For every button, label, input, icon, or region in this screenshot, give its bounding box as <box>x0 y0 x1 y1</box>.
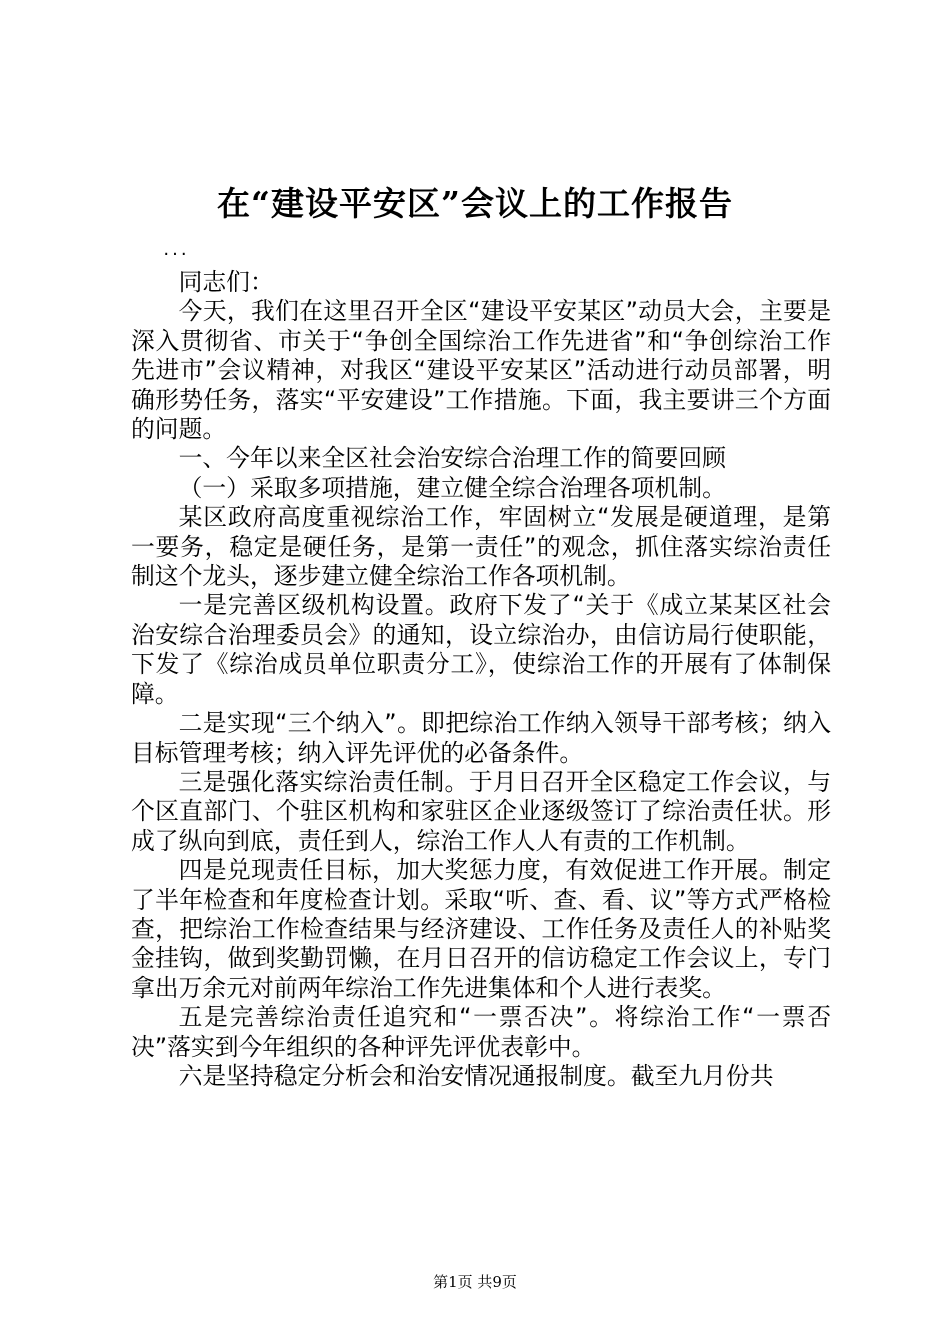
paragraph: 二是实现“三个纳入”。即把综治工作纳入领导干部考核；纳入目标管理考核；纳入评先评优的必备条件。 <box>131 709 831 767</box>
document-title: 在“建设平安区”会议上的工作报告 <box>217 184 733 223</box>
subsection-heading: （一）采取多项措施，建立健全综合治理各项机制。 <box>178 473 726 502</box>
ellipsis-marker: ... <box>163 239 190 260</box>
paragraph: 三是强化落实综治责任制。于月日召开全区稳定工作会议，与个区直部门、个驻区机构和家驻区企业逐级签订了综治责任状。形成了纵向到底，责任到人，综治工作人人有责的工作机制。 <box>131 767 831 855</box>
paragraph: 某区政府高度重视综治工作，牢固树立“发展是硬道理，是第一要务，稳定是硬任务，是第一责任”的观念，抓住落实综治责任制这个龙头，逐步建立健全综治工作各项机制。 <box>131 503 831 591</box>
document-body <box>131 240 831 1091</box>
paragraph: 六是坚持稳定分析会和治安情况通报制度。截至九月份共 <box>178 1061 774 1090</box>
paragraph-intro: 今天，我们在这里召开全区“建设平安某区”动员大会，主要是深入贯彻省、市关于“争创全国综治工作先进省”和“争创综治工作先进市”会议精神，对我区“建设平安某区”活动进行动员部署，明确形势任务，落实“平安建设”工作措施。下面，我主要讲三个方面的问题。 <box>131 297 831 444</box>
section-heading: 一、今年以来全区社会治安综合治理工作的简要回顾 <box>178 444 726 473</box>
paragraph: 一是完善区级机构设置。政府下发了“关于《成立某某区社会治安综合治理委员会》的通知，设立综治办，由信访局行使职能，下发了《综治成员单位职责分工》，使综治工作的开展有了体制保障。 <box>131 591 831 708</box>
paragraph: 四是兑现责任目标，加大奖惩力度，有效促进工作开展。制定了半年检查和年度检查计划。采取“听、查、看、议”等方式严格检查，把综治工作检查结果与经济建设、工作任务及责任人的补贴奖金挂钩，做到奖勤罚懒，在月日召开的信访稳定工作会议上，专门拿出万余元对前两年综治工作先进集体和个人进行表奖。 <box>131 856 831 1002</box>
salutation: 同志们： <box>178 268 274 296</box>
paragraph: 五是完善综治责任追究和“一票否决”。将综治工作“一票否决”落实到今年组织的各种评先评优表彰中。 <box>131 1003 831 1061</box>
page-footer: 第1页 共9页 <box>433 1273 517 1291</box>
